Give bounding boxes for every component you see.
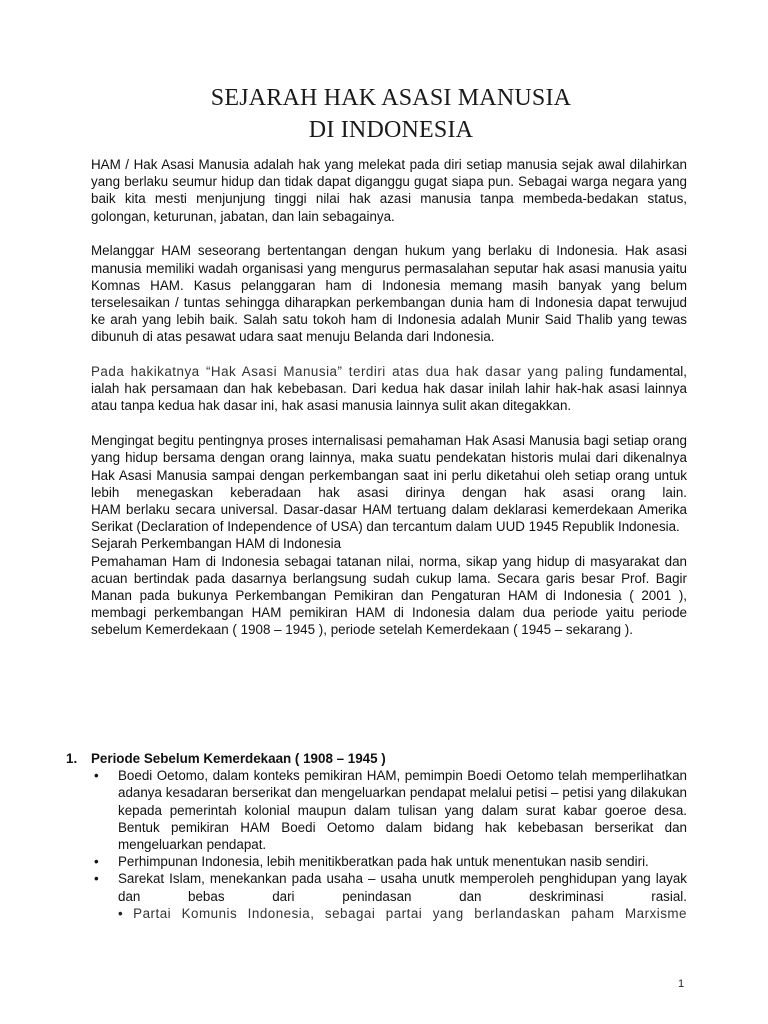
paragraph-violation: Melanggar HAM seseorang bertentangan dengan hukum yang berlaku di Indonesia. Hak asasi manusia memiliki wadah organisasi yang mengurus permasalahan seputar hak asasi manusia yaitu Komnas HAM. Kasus pelanggaran ham di Indonesia memang masih banyak yang belum terselesaikan / tuntas sehingga diharapkan perkembangan dunia ham di Indonesia dapat terwujud ke arah yang lebih baik. Salah satu tokoh ham di Indonesia adalah Munir Said Thalib yang tewas dibunuh di atas pesawat udara saat menuju Belanda dari Indonesia. bbox=[91, 243, 687, 345]
paragraph-essence-rest: fundamental, ialah hak persamaan dan hak kebebasan. Dari kedua hak dasar inilah lahir hak-hak asasi lainnya atau tanpa kedua hak dasar ini, hak asasi manusia lainnya sulit akan ditegakkan. bbox=[91, 364, 687, 414]
document-title bbox=[0, 82, 768, 146]
list-item-text: Sarekat Islam, menekankan pada usaha – usaha unutk memperoleh penghidupan yang layak dan bebas dari penindasan dan deskriminasi rasial. bbox=[118, 871, 687, 904]
list-item-text: Boedi Oetomo, dalam konteks pemikiran HAM, pemimpin Boedi Oetomo telah memperlihatkan adanya kesadaran berserikat dan mengeluarkan pendapat melalui petisi – petisi yang dilakukan kepada pemerintah kolonial maupun dalam tulisan yang dalam surat kabar goeroe desa. Bentuk pemikiran HAM Boedi Oetomo dalam bidang hak kebebasan berserikat dan mengeluarkan pendapat. bbox=[118, 768, 687, 853]
bullet-icon: • bbox=[94, 871, 99, 887]
body-text bbox=[91, 156, 687, 639]
title-line-2: DI INDONESIA bbox=[308, 117, 474, 143]
page-number: 1 bbox=[678, 978, 685, 990]
paragraph-essence-first-line: Pada hakikatnya “Hak Asasi Manusia” terdiri atas dua hak dasar yang paling bbox=[91, 364, 604, 380]
list-item-text: Perhimpunan Indonesia, lebih menitikberatkan pada hak untuk menentukan nasib sendiri. bbox=[118, 854, 649, 870]
list-item bbox=[66, 905, 687, 922]
title-line-1: SEJARAH HAK ASASI MANUSIA bbox=[210, 85, 572, 111]
paragraph-understanding: Pemahaman Ham di Indonesia sebagai tatanan nilai, norma, sikap yang hidup di masyarakat dan acuan bertindak pada dasarnya berlangsung sudah cukup lama. Secara garis besar Prof. Bagir Manan pada bukunya Perkembangan Pemikiran dan Pengaturan HAM di Indonesia ( 2001 ), membagi perkembangan HAM pemikiran HAM di Indonesia dalam dua periode yaitu periode sebelum Kemerdekaan ( 1908 – 1945 ), periode setelah Kemerdekaan ( 1945 – sekarang ). bbox=[91, 553, 687, 638]
period-list bbox=[66, 750, 687, 922]
list-item bbox=[66, 853, 687, 870]
list-heading bbox=[66, 750, 687, 767]
bullet-icon: • bbox=[94, 854, 99, 870]
paragraph-universal: HAM berlaku secara universal. Dasar-dasar HAM tertuang dalam deklarasi kemerdekaan Amerika Serikat (Declaration of Independence of USA) dan tercantum dalam UUD 1945 Republik Indonesia. bbox=[91, 501, 687, 535]
list-item-text: Partai Komunis Indonesia, sebagai partai yang berlandaskan paham Marxisme bbox=[133, 905, 687, 921]
list-heading-text: Periode Sebelum Kemerdekaan ( 1908 – 1945 ) bbox=[91, 751, 386, 766]
paragraph-internalization: Mengingat begitu pentingnya proses internalisasi pemahaman Hak Asasi Manusia bagi setiap orang yang hidup bersama dengan orang lainnya, maka suatu pendekatan historis mulai dari dikenalnya Hak Asasi Manusia sampai dengan perkembangan saat ini perlu diketahui oleh setiap orang untuk lebih menegaskan keberadaan hak asasi dirinya dengan hak asasi orang lain. bbox=[91, 433, 687, 500]
paragraph-intro: HAM / Hak Asasi Manusia adalah hak yang melekat pada diri setiap manusia sejak awal dilahirkan yang berlaku seumur hidup dan tidak dapat diganggu gugat siapa pun. Sebagai warga negara yang baik kita mesti menjunjung tinggi nilai hak azasi manusia tanpa membeda-bedakan status, golongan, keturunan, jabatan, dan lain sebagainya. bbox=[91, 157, 687, 224]
section-heading-history: Sejarah Perkembangan HAM di Indonesia bbox=[91, 536, 342, 552]
paragraph-essence bbox=[91, 363, 687, 415]
list-number: 1. bbox=[66, 751, 78, 766]
bullet-icon: • bbox=[118, 905, 124, 921]
list-item bbox=[66, 870, 687, 904]
list-item bbox=[66, 767, 687, 853]
bullet-list bbox=[66, 767, 687, 922]
bullet-icon: • bbox=[94, 768, 99, 784]
